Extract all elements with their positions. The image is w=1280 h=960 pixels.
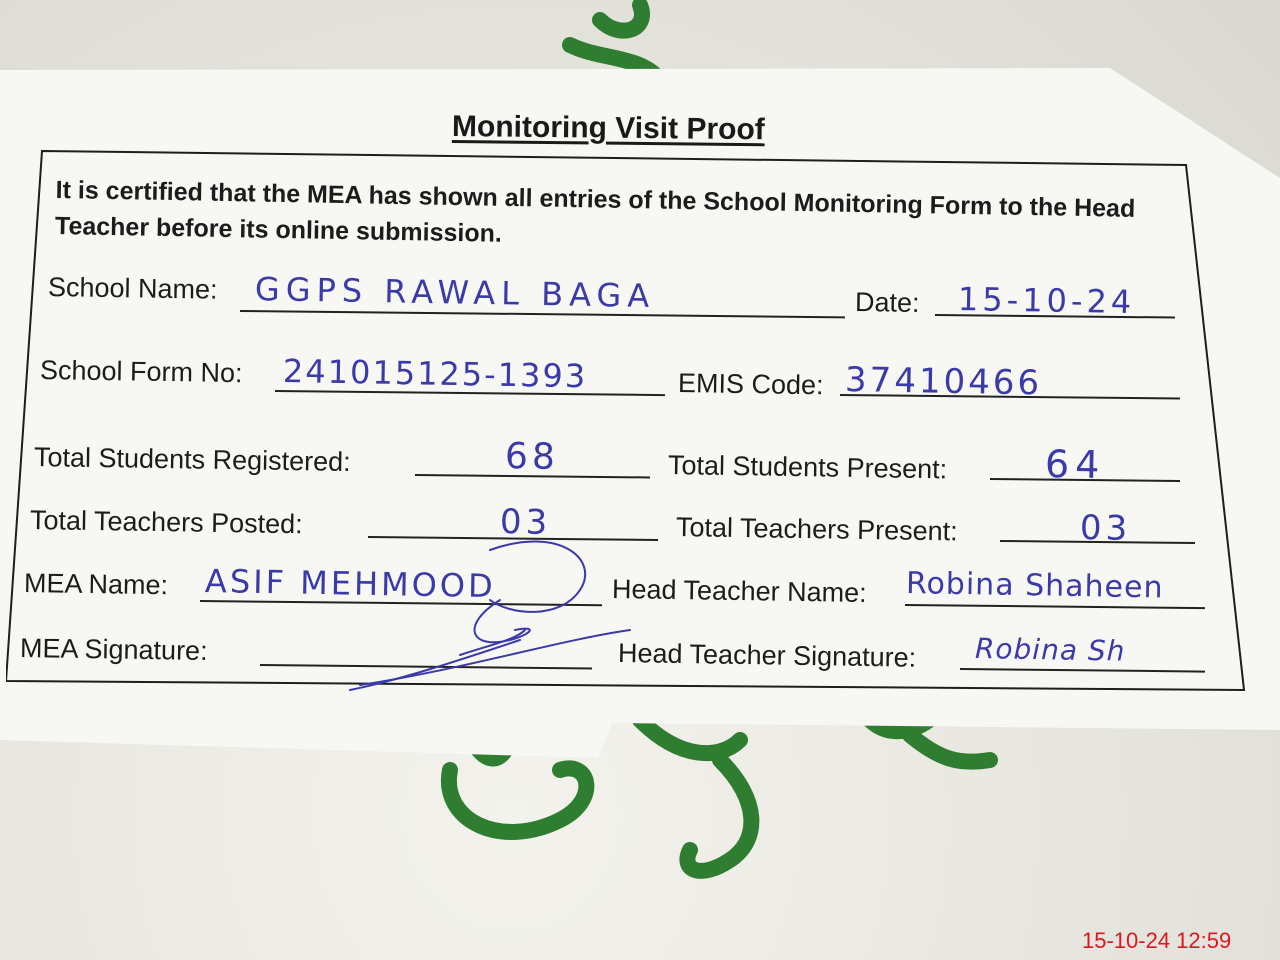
teachers-present-label: Total Teachers Present: — [675, 512, 958, 547]
date-value: 15-10-24 — [957, 280, 1136, 322]
photo-timestamp: 15-10-24 12:59 — [1082, 928, 1232, 953]
date-label: Date: — [854, 287, 920, 319]
head-teacher-signature-value: Robina Sh — [974, 632, 1126, 668]
school-form-no-label: School Form No: — [39, 355, 243, 389]
students-present-label: Total Students Present: — [667, 450, 948, 485]
students-registered-label: Total Students Registered: — [33, 442, 351, 477]
emis-code-value: 37410466 — [844, 360, 1043, 404]
form-title: Monitoring Visit Proof — [451, 110, 765, 147]
mea-signature-scribble — [340, 530, 640, 700]
head-teacher-name-label: Head Teacher Name: — [611, 574, 867, 608]
mea-name-value: ASIF MEHMOOD — [204, 562, 497, 606]
certification-text: It is certified that the MEA has shown all entries of the School Monitoring Form to the Head Teacher before its online submission. — [54, 175, 1136, 248]
mea-name-label: MEA Name: — [23, 568, 169, 601]
students-present-value: 64 — [1044, 442, 1106, 488]
students-registered-value: 68 — [504, 436, 560, 478]
school-name-value: GGPS RAWAL BAGA — [254, 270, 656, 315]
school-form-no-value: 241015125-1393 — [282, 352, 588, 396]
teachers-present-value: 03 — [1079, 508, 1132, 549]
teachers-posted-value: 03 — [499, 502, 552, 543]
emis-code-label: EMIS Code: — [677, 368, 824, 401]
teachers-posted-label: Total Teachers Posted: — [29, 505, 303, 540]
head-teacher-name-value: Robina Shaheen — [905, 566, 1164, 606]
mea-signature-label: MEA Signature: — [19, 633, 208, 666]
head-teacher-signature-label: Head Teacher Signature: — [617, 638, 917, 673]
school-name-label: School Name: — [47, 272, 218, 305]
